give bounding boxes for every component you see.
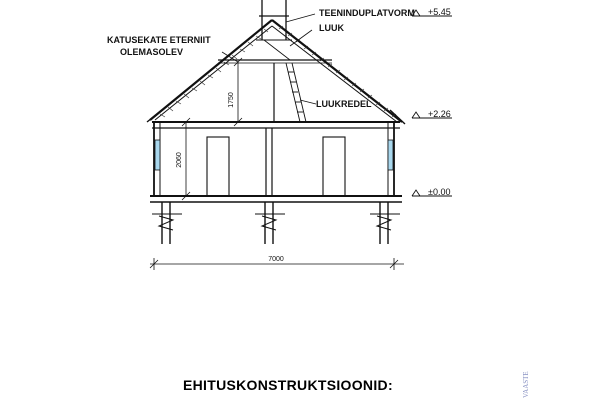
width-value: 7000: [268, 256, 284, 263]
chimney: [259, 0, 289, 40]
label-service-platform: TEENINDUPLATVORM: [319, 8, 415, 18]
foundation-posts: [152, 202, 400, 244]
ceiling-slab: [152, 122, 400, 128]
level-marks: [412, 10, 452, 196]
section-caption: EHITUSKONSTRUKTSIOONID:: [183, 377, 393, 393]
level-floor: ±0.00: [428, 187, 451, 197]
door-left: [207, 137, 229, 196]
window-left: [155, 140, 160, 170]
label-ceiling: OLEMASOLEV: [120, 47, 184, 57]
level-eaves: +2.26: [428, 109, 451, 119]
leader-lines: [222, 14, 316, 104]
hatch-ladder: [274, 63, 306, 122]
door-right: [323, 137, 345, 196]
label-hatch: LUUK: [319, 23, 344, 33]
walls: [154, 122, 394, 196]
floor-slab: [150, 196, 402, 202]
window-right: [388, 140, 393, 170]
label-hatch-ladder: LUUKREDEL: [316, 99, 372, 109]
stamp-text: VAASTE: [522, 371, 530, 398]
label-roofing: KATUSEKATE ETERNIIT: [107, 35, 211, 45]
foundation-post-middle: [255, 202, 285, 244]
foundation-post-right: [370, 202, 400, 244]
roof-height-value: 1750: [228, 92, 235, 108]
foundation-post-left: [152, 202, 182, 244]
wall-height-value: 2060: [176, 152, 183, 168]
roof-height-dimension: [234, 58, 242, 126]
level-ridge: +5.45: [428, 7, 451, 17]
wall-height-dimension: [182, 118, 190, 200]
